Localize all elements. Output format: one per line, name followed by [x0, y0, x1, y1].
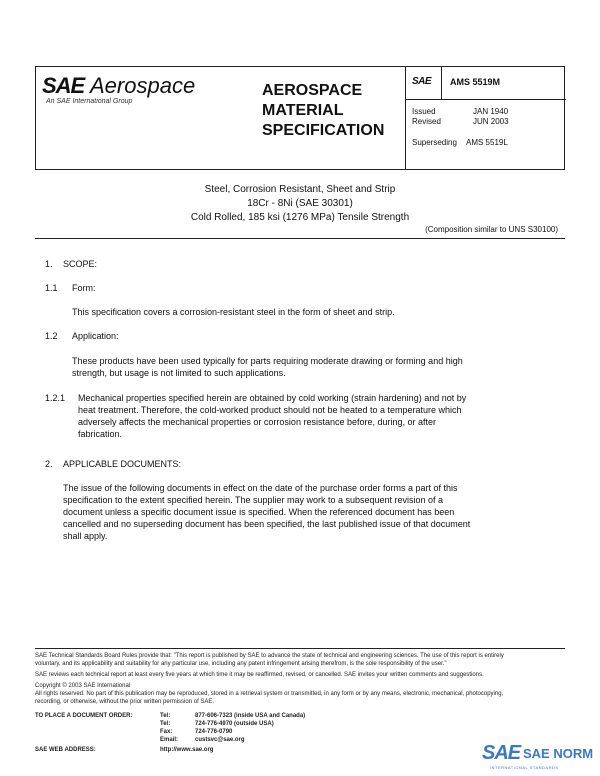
footer-review: SAE reviews each technical report at least every five years at which time it may be reaffirmed, revised, or cancelled. SAE invites your written comments and suggestions.	[35, 672, 484, 678]
web-address-link[interactable]: http://www.sae.org	[160, 747, 214, 753]
issued-value: JAN 1940	[473, 107, 509, 116]
subject-line-3: Cold Rolled, 185 ksi (1276 MPa) Tensile Strength	[190, 212, 410, 223]
header-divider	[441, 67, 442, 99]
subject-line-1: Steel, Corrosion Resistant, Sheet and Strip	[204, 184, 396, 195]
order-label: TO PLACE A DOCUMENT ORDER:	[35, 713, 133, 719]
separator-line	[35, 238, 565, 239]
footer-rights: recording, or otherwise, without the prior written permission of SAE.	[35, 699, 215, 705]
fax-label: Fax:	[160, 729, 173, 735]
section-1-1-number: 1.1	[45, 283, 58, 293]
section-1-2-title: Application:	[72, 331, 119, 341]
tel-label: Tel:	[160, 713, 171, 719]
email-link[interactable]: custsvc@sae.org	[195, 737, 245, 743]
section-2-text: shall apply.	[63, 531, 108, 541]
superseding-value: AMS 5519L	[466, 138, 508, 147]
section-2-text: cancelled and no superseding document has been specified, the last published issue of that document	[63, 519, 471, 529]
subject-line-2: 18Cr - 8Ni (SAE 30301)	[247, 198, 353, 209]
footer-rules: SAE Technical Standards Board Rules provide that: "This report is published by SAE to advance the state of technical and engineering sciences. The use of this report is entirely	[35, 653, 504, 659]
section-1-2-text: strength, but usage is not limited to such applications.	[72, 368, 286, 378]
email-label: Email:	[160, 737, 179, 743]
sae-logo-tagline: An SAE International Group	[46, 98, 133, 105]
section-1-number: 1.	[45, 259, 53, 269]
composition-note: (Composition similar to UNS S30100)	[425, 225, 558, 234]
header-box	[35, 66, 565, 170]
tel2-value: 724-776-4970 (outside USA)	[195, 721, 274, 727]
section-2-number: 2.	[45, 459, 53, 469]
header-divider	[405, 67, 406, 169]
title-line: AEROSPACE	[262, 82, 363, 99]
sae-logo-mark: SAE	[42, 73, 85, 98]
tel2-label: Tel:	[160, 721, 171, 727]
section-2-text: specification to the extent specified herein. The supplier may work to a subsequent revision of a	[63, 495, 444, 505]
revised-value: JUN 2003	[473, 117, 509, 126]
issued-label: Issued	[412, 107, 436, 116]
superseding-label: Superseding	[412, 138, 457, 147]
sae-norm-tagline: INTERNATIONAL STANDARDS	[490, 765, 559, 770]
footer-rights: All rights reserved. No part of this publication may be reproduced, stored in a retrieval system or transmitted, in any form or by any means, electronic, mechanical, photocopying,	[35, 691, 504, 697]
header-divider	[405, 99, 566, 100]
section-1-2-text: These products have been used typically for parts requiring moderate drawing or forming and high	[72, 356, 463, 366]
footer-rules: voluntary, and its applicability and suitability for any particular use, including any patent infringement arising therefrom, is the sole responsibility of the user."	[35, 661, 447, 667]
section-1-2-1-number: 1.2.1	[45, 393, 66, 403]
document-type-title	[262, 81, 402, 141]
sae-logo-wordmark: Aerospace	[90, 73, 196, 98]
revised-label: Revised	[412, 117, 441, 126]
section-2-text: The issue of the following documents in effect on the date of the purchase order forms a part of this	[63, 483, 458, 493]
section-1-1-text: This specification covers a corrosion-resistant steel in the form of sheet and strip.	[72, 307, 395, 317]
section-1-1-title: Form:	[72, 283, 96, 293]
section-1-title: SCOPE:	[63, 259, 98, 269]
web-address-label: SAE WEB ADDRESS:	[35, 747, 96, 753]
section-2-title: APPLICABLE DOCUMENTS:	[63, 459, 182, 469]
section-1-2-1-text: heat treatment. Therefore, the cold-worked product should not be heated to a temperature which	[78, 405, 462, 415]
sae-norm-wordmark: SAE NORM	[523, 746, 594, 761]
section-1-2-number: 1.2	[45, 331, 58, 341]
section-1-2-1-text: adversely affects the mechanical properties or corrosion resistance before, during, or after	[78, 417, 437, 427]
title-line: MATERIAL	[262, 102, 344, 119]
sae-norm-logo-icon: SAE	[482, 742, 521, 764]
footer-copyright: Copyright © 2003 SAE International	[35, 683, 131, 689]
tel-value: 877-606-7323 (inside USA and Canada)	[195, 713, 306, 719]
ams-code: AMS 5519M	[450, 77, 501, 87]
fax-value: 724-776-0790	[195, 729, 233, 735]
section-2-text: document unless a specific document issue is specified. When the referenced document has been	[63, 507, 455, 517]
title-line: SPECIFICATION	[262, 122, 385, 139]
section-1-2-1-text: fabrication.	[78, 429, 123, 439]
section-1-2-1-text: Mechanical properties specified herein are obtained by cold working (strain hardening) and not by	[78, 393, 467, 403]
footer-separator	[35, 648, 565, 649]
sae-small-logo: SAE	[412, 76, 432, 87]
